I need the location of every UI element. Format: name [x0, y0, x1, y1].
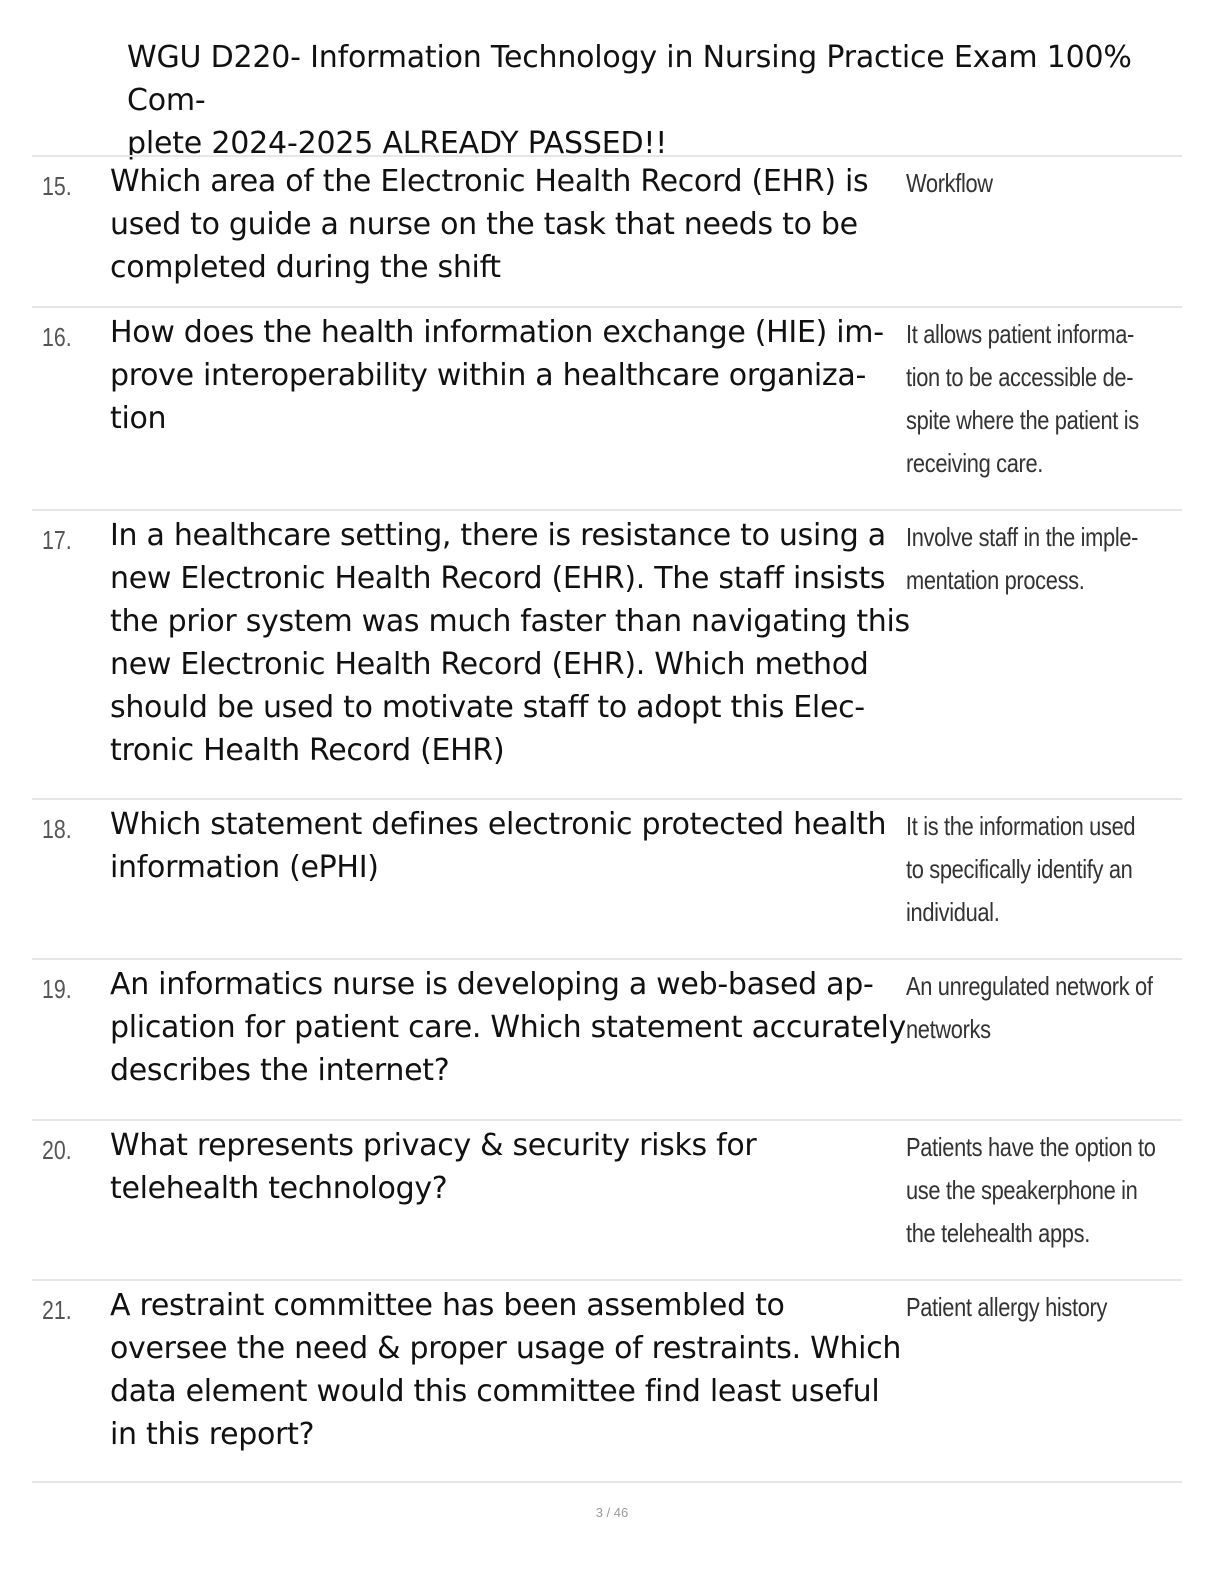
answer-text: Patients have the option to use the speakerphone in the telehealth apps. [906, 1132, 1156, 1248]
question-number: 16. [42, 322, 72, 352]
qa-list [32, 155, 1182, 1483]
question-number: 17. [42, 525, 72, 555]
question-number: 15. [42, 171, 72, 201]
question-text: Which statement defines electronic protected health information (ePHI) [110, 807, 887, 885]
answer-text: It allows patient informa- tion to be accessible de- spite where the patient is receiving care. [906, 319, 1139, 478]
answer-text: It is the information used to specifically identify an individual. [906, 811, 1136, 927]
answer-text: Involve staff in the imple- mentation process. [906, 522, 1139, 595]
qa-row-15 [32, 155, 1182, 306]
qa-row-18 [32, 798, 1182, 958]
question-text: How does the health information exchange (HIE) im- prove interoperability within a healthcare organiza- tion [110, 315, 884, 436]
qa-row-19 [32, 958, 1182, 1119]
question-text: A restraint committee has been assembled to oversee the need & proper usage of restraints. Which data element would this committee find least useful in this report? [110, 1288, 902, 1452]
qa-row-17 [32, 509, 1182, 798]
answer-text: Patient allergy history [906, 1292, 1108, 1322]
qa-row-21 [32, 1279, 1182, 1483]
qa-row-16 [32, 306, 1182, 509]
question-number: 20. [42, 1135, 72, 1165]
question-number: 19. [42, 974, 72, 1004]
answer-text: Workflow [906, 168, 993, 198]
qa-row-20 [32, 1119, 1182, 1279]
document-title: WGU D220- Information Technology in Nursing Practice Exam 100% Com- plete 2024-2025 ALREADY PASSED!! [127, 40, 1132, 161]
question-text: An informatics nurse is developing a web-based ap- plication for patient care. Which statement accurately describes the internet? [110, 967, 907, 1088]
question-text: In a healthcare setting, there is resistance to using a new Electronic Health Record (EHR). The staff insists the prior system was much faster than navigating this new Electronic Health Record (EHR). Which method should be used to motivate staff to adopt this Elec- tronic Health Record (EHR) [110, 518, 910, 768]
answer-text: An unregulated network of networks [906, 971, 1153, 1044]
question-number: 21. [42, 1295, 72, 1325]
question-text: Which area of the Electronic Health Record (EHR) is used to guide a nurse on the task that needs to be completed during the shift [110, 164, 869, 285]
question-number: 18. [42, 814, 72, 844]
page-number: 3 / 46 [595, 1505, 629, 1520]
question-text: What represents privacy & security risks for telehealth technology? [110, 1128, 757, 1206]
